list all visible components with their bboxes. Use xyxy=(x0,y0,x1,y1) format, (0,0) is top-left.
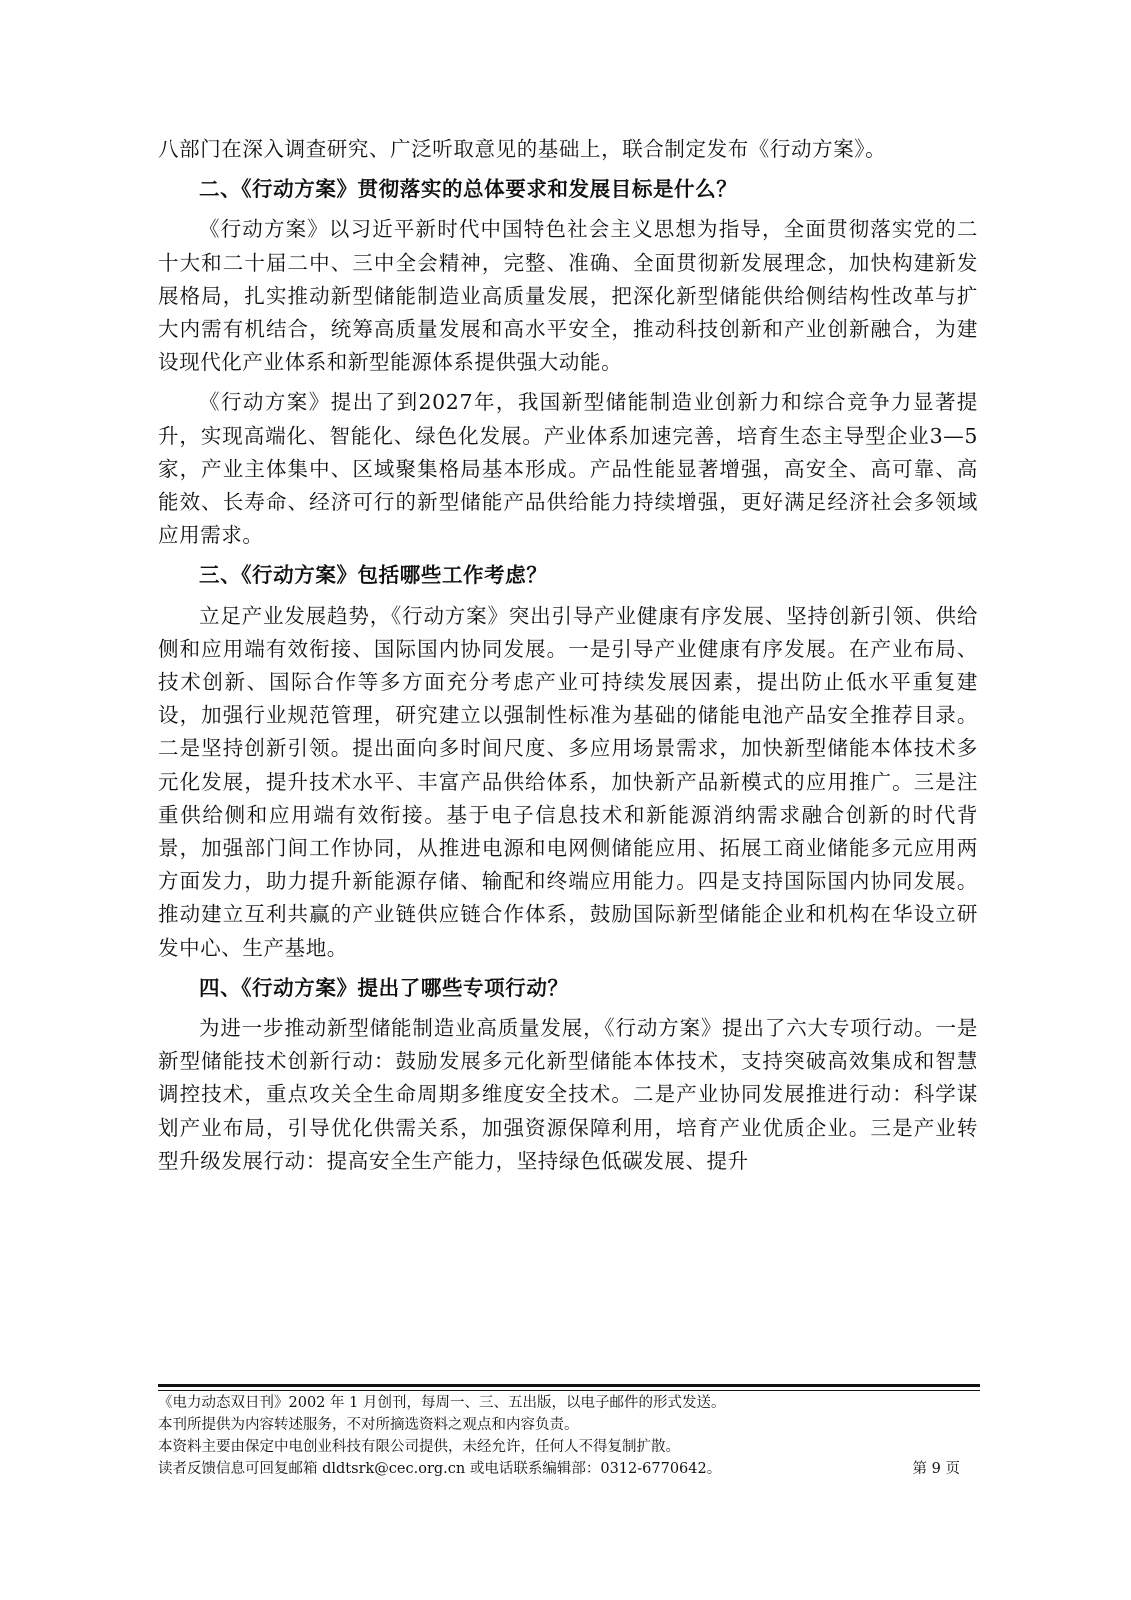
footer-disclaimer: 本刊所提供为内容转述服务，不对所摘选资料之观点和内容负责。 xyxy=(158,1417,579,1433)
paragraph-work-considerations: 立足产业发展趋势，《行动方案》突出引导产业健康有序发展、坚持创新引领、供给侧和应用端有效衔接、国际国内协同发展。一是引导产业健康有序发展。在产业布局、技术创新、国际合作等多方面充分考虑产业可持续发展因素，提出防止低水平重复建设，加强行业规范管理，研究建立以强制性标准为基础的储能电池产品安全推荐目录。二是坚持创新引领。提出面向多时间尺度、多应用场景需求，加快新型储能本体技术多元化发展，提升技术水平、丰富产品供给体系，加快新产品新模式的应用推广。三是注重供给侧和应用端有效衔接。基于电子信息技术和新能源消纳需求融合创新的时代背景，加强部门间工作协同，从推进电源和电网侧储能应用、拓展工商业储能多元应用两方面发力，助力提升新能源存储、输配和终端应用能力。四是支持国际国内协同发展。推动建立互利共赢的产业链供应链合作体系，鼓励国际新型储能企业和机构在华设立研发中心、生产基地。 xyxy=(158,603,978,960)
page-footer xyxy=(158,1392,980,1480)
section-heading-3: 三、《行动方案》包括哪些工作考虑？ xyxy=(199,563,548,588)
footer-copyright: 本资料主要由保定中电创业科技有限公司提供，未经允许，任何人不得复制扩散。 xyxy=(158,1439,680,1455)
footer-contact: 读者反馈信息可回复邮箱 dldtsrk@cec.org.cn 或电话联系编辑部：0312-6770642。 xyxy=(158,1461,722,1477)
footer-publication-info: 《电力动态双日刊》2002 年 1 月创刊，每周一、三、五出版，以电子邮件的形式发送。 xyxy=(158,1395,726,1411)
footer-divider-thick xyxy=(158,1384,980,1387)
page-number: 第 9 页 xyxy=(912,1461,960,1477)
footer-divider-thin xyxy=(158,1390,980,1391)
footer-contact-row xyxy=(158,1458,980,1480)
section-heading-4: 四、《行动方案》提出了哪些专项行动？ xyxy=(199,975,569,1000)
paragraph-general-requirements: 《行动方案》以习近平新时代中国特色社会主义思想为指导，全面贯彻落实党的二十大和二十届二中、三中全会精神，完整、准确、全面贯彻新发展理念，加快构建新发展格局，扎实推动新型储能制造业高质量发展，把深化新型储能供给侧结构性改革与扩大内需有机结合，统筹高质量发展和高水平安全，推动科技创新和产业创新融合，为建设现代化产业体系和新型能源体系提供强大动能。 xyxy=(158,217,978,375)
article-body xyxy=(158,133,978,1185)
paragraph-special-actions: 为进一步推动新型储能制造业高质量发展，《行动方案》提出了六大专项行动。一是新型储能技术创新行动：鼓励发展多元化新型储能本体技术，支持突破高效集成和智慧调控技术，重点攻关全生命周期多维度安全技术。二是产业协同发展推进行动：科学谋划产业布局，引导优化供需关系，加强资源保障利用，培育产业优质企业。三是产业转型升级发展行动：提高安全生产能力，坚持绿色低碳发展、提升 xyxy=(158,1016,978,1173)
paragraph-intro-end: 八部门在深入调查研究、广泛听取意见的基础上，联合制定发布《行动方案》。 xyxy=(158,137,887,161)
paragraph-development-goals: 《行动方案》提出了到2027年，我国新型储能制造业创新力和综合竞争力显著提升，实现高端化、智能化、绿色化发展。产业体系加速完善，培育生态主导型企业3—5家，产业主体集中、区域聚集格局基本形成。产品性能显著增强，高安全、高可靠、高能效、长寿命、经济可行的新型储能产品供给能力持续增强，更好满足经济社会多领域应用需求。 xyxy=(158,390,978,548)
section-heading-2: 二、《行动方案》贯彻落实的总体要求和发展目标是什么？ xyxy=(199,177,738,202)
